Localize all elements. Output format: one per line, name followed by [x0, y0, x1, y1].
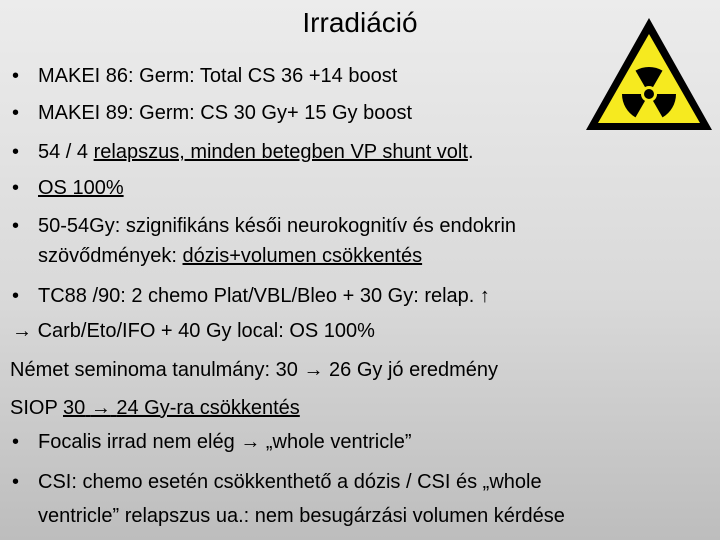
dose-volume-text: dózis+volumen csökkentés — [182, 245, 423, 267]
bullet-text: TC88 /90: 2 chemo Plat/VBL/Bleo + 30 Gy: relap. — [38, 285, 475, 307]
bullet: • — [12, 141, 20, 163]
arrow-right-icon: → — [240, 431, 261, 453]
line-text: 26 Gy jó eredmény — [329, 359, 499, 381]
bullet-text: OS 100% — [38, 177, 124, 199]
bullet-text: szövődmények: — [38, 245, 183, 267]
period: . — [467, 141, 474, 163]
line-text: Német seminoma tanulmány: 30 — [10, 359, 298, 381]
bullet-text: MAKEI 86: Germ: Total CS 36 +14 boost — [38, 65, 398, 87]
bullet: • — [12, 215, 20, 237]
line-text: 24 Gy-ra csökkentés — [116, 397, 300, 419]
bullet-text: CSI: chemo esetén csökkenthető a dózis / CSI és „whole — [38, 471, 542, 493]
bullet-text: Focalis irrad nem elég — [38, 431, 235, 453]
bullet-text: 54 / 4 — [38, 141, 94, 163]
line-text: SIOP — [10, 397, 63, 419]
bullet: • — [12, 65, 20, 87]
bullet: • — [12, 285, 20, 307]
bullet-text: „whole ventricle” — [265, 431, 412, 453]
bullet: • — [12, 431, 20, 453]
arrow-right-icon: → — [90, 397, 111, 419]
arrow-up-icon: ↑ — [479, 285, 490, 307]
bullet-text: MAKEI 89: Germ: CS 30 Gy+ 15 Gy boost — [38, 102, 413, 124]
bullet-text: 50-54Gy: szignifikáns késői neurokognitív és endokrin — [38, 215, 517, 237]
arrow-right-icon: → — [303, 359, 324, 381]
relapse-text: relapszus, minden betegben VP shunt volt — [93, 141, 468, 163]
bullet: • — [12, 102, 20, 124]
slide-title: Irradiáció — [302, 7, 418, 38]
bullet: • — [12, 471, 20, 493]
line-text: Carb/Eto/IFO + 40 Gy local: OS 100% — [37, 320, 375, 342]
radiation-warning-icon — [582, 14, 716, 134]
bullet: • — [12, 177, 20, 199]
line-text: 30 — [63, 397, 86, 419]
arrow-right-icon: → — [12, 320, 32, 342]
bullet-text: ventricle” relapszus ua.: nem besugárzási volumen kérdése — [38, 505, 565, 527]
